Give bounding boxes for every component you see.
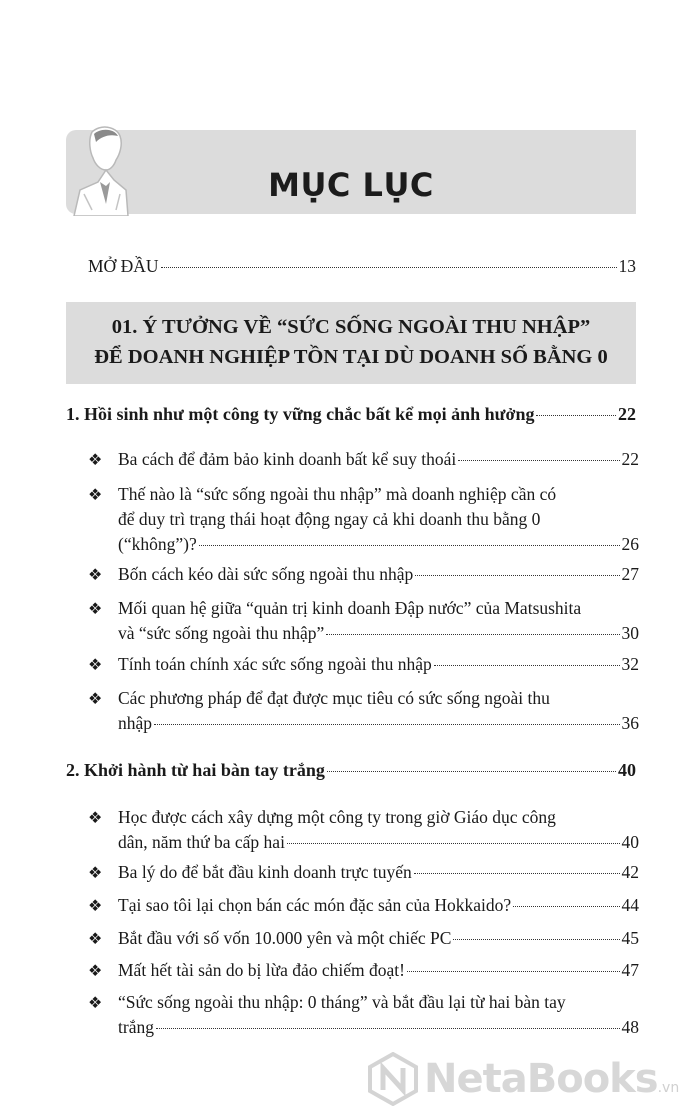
dot-leader xyxy=(199,545,620,546)
toc-item-text: Bốn cách kéo dài sức sống ngoài thu nhập xyxy=(118,564,414,584)
dot-leader xyxy=(156,1028,620,1029)
dot-leader xyxy=(414,873,620,874)
page-number: 22 xyxy=(618,404,636,424)
toc-item-text: để duy trì trạng thái hoạt động ngay cả khi doanh thu bằng 0 xyxy=(118,509,541,529)
bullet-diamond-icon: ❖ xyxy=(88,929,103,948)
page-number: 26 xyxy=(621,534,639,554)
dot-leader xyxy=(453,939,619,940)
toc-item[interactable] xyxy=(88,652,639,677)
page-number: 32 xyxy=(621,654,639,674)
chapter-title-line-2: ĐỂ DOANH NGHIỆP TỒN TẠI DÙ DOANH SỐ BẰNG 0 xyxy=(94,346,608,368)
toc-item[interactable] xyxy=(88,893,639,918)
toc-item-text: nhập xyxy=(118,713,153,733)
dot-leader xyxy=(434,665,620,666)
toc-item[interactable] xyxy=(88,958,639,983)
page-number: 36 xyxy=(621,713,639,733)
toc-item-text: Các phương pháp để đạt được mục tiêu có sức sống ngoài thu xyxy=(118,688,550,708)
toc-item-text: Tại sao tôi lại chọn bán các món đặc sản của Hokkaido? xyxy=(118,895,512,915)
page-number: 27 xyxy=(621,564,639,584)
toc-item-text: Học được cách xây dựng một công ty trong giờ Giáo dục công xyxy=(118,807,556,827)
toc-item-text: Ba cách để đảm bảo kinh doanh bất kể suy thoái xyxy=(118,449,457,469)
dot-leader xyxy=(458,460,619,461)
chapter-heading xyxy=(66,302,636,384)
toc-item[interactable] xyxy=(88,926,639,951)
bullet-diamond-icon: ❖ xyxy=(88,808,103,827)
toc-item-text: Mất hết tài sản do bị lừa đảo chiếm đoạt! xyxy=(118,960,405,980)
toc-header-banner xyxy=(66,130,636,214)
netabooks-watermark xyxy=(366,1044,700,1114)
page-number: 45 xyxy=(621,928,639,948)
section-title: 2. Khởi hành từ hai bàn tay trắng xyxy=(66,760,325,780)
toc-item[interactable] xyxy=(88,686,639,736)
bullet-diamond-icon: ❖ xyxy=(88,450,103,469)
page-number: 13 xyxy=(618,256,636,276)
toc-item-text: trắng xyxy=(118,1017,154,1037)
toc-section-1[interactable] xyxy=(66,404,636,425)
dot-leader xyxy=(513,906,619,907)
toc-item-text: Bắt đầu với số vốn 10.000 yên và một chiếc PC xyxy=(118,928,452,948)
toc-item[interactable] xyxy=(88,805,639,855)
page-title: MỤC LỤC xyxy=(268,166,434,204)
toc-item-text: (“không”)? xyxy=(118,534,197,554)
netabooks-logo-icon xyxy=(366,1052,420,1106)
toc-item-text: Tính toán chính xác sức sống ngoài thu nhập xyxy=(118,654,432,674)
dot-leader xyxy=(287,843,620,844)
toc-entry-label: MỞ ĐẦU xyxy=(88,256,159,276)
watermark-suffix: .vn xyxy=(657,1080,680,1096)
bullet-diamond-icon: ❖ xyxy=(88,689,103,708)
toc-item[interactable] xyxy=(88,990,639,1040)
page-number: 47 xyxy=(621,960,639,980)
dot-leader xyxy=(326,634,619,635)
dot-leader xyxy=(327,771,616,772)
chapter-title-line-1: 01. Ý TƯỞNG VỀ “SỨC SỐNG NGOÀI THU NHẬP” xyxy=(111,316,591,338)
toc-item-text: Ba lý do để bắt đầu kinh doanh trực tuyến xyxy=(118,862,412,882)
toc-item-text: và “sức sống ngoài thu nhập” xyxy=(118,623,325,643)
toc-item[interactable] xyxy=(88,596,639,646)
bullet-diamond-icon: ❖ xyxy=(88,565,103,584)
page-number: 40 xyxy=(621,832,639,852)
page-number: 30 xyxy=(621,623,639,643)
toc-item-text: “Sức sống ngoài thu nhập: 0 tháng” và bắt đầu lại từ hai bàn tay xyxy=(118,992,566,1012)
bullet-diamond-icon: ❖ xyxy=(88,485,103,504)
page-number: 42 xyxy=(621,862,639,882)
bullet-diamond-icon: ❖ xyxy=(88,961,103,980)
page-number: 40 xyxy=(618,760,636,780)
toc-item[interactable] xyxy=(88,860,639,885)
section-title: 1. Hồi sinh như một công ty vững chắc bất kể mọi ảnh hưởng xyxy=(66,404,535,424)
toc-item[interactable] xyxy=(88,482,639,557)
dot-leader xyxy=(161,267,617,268)
dot-leader xyxy=(154,724,619,725)
toc-item-text: dân, năm thứ ba cấp hai xyxy=(118,832,285,852)
bullet-diamond-icon: ❖ xyxy=(88,993,103,1012)
dot-leader xyxy=(536,415,616,416)
bullet-diamond-icon: ❖ xyxy=(88,863,103,882)
toc-item[interactable] xyxy=(88,447,639,472)
bullet-diamond-icon: ❖ xyxy=(88,599,103,618)
toc-section-2[interactable] xyxy=(66,760,636,781)
page-number: 48 xyxy=(621,1017,639,1037)
bullet-diamond-icon: ❖ xyxy=(88,896,103,915)
page-number: 22 xyxy=(621,449,639,469)
toc-item-text: Mối quan hệ giữa “quản trị kinh doanh Đập nước” của Matsushita xyxy=(118,598,582,618)
bullet-diamond-icon: ❖ xyxy=(88,655,103,674)
page-number: 44 xyxy=(621,895,639,915)
toc-entry-intro[interactable] xyxy=(88,256,636,277)
dot-leader xyxy=(415,575,619,576)
toc-item-text: Thế nào là “sức sống ngoài thu nhập” mà doanh nghiệp cần có xyxy=(118,484,557,504)
watermark-brand: NetaBooks xyxy=(424,1056,658,1102)
toc-item[interactable] xyxy=(88,562,639,587)
dot-leader xyxy=(407,971,620,972)
